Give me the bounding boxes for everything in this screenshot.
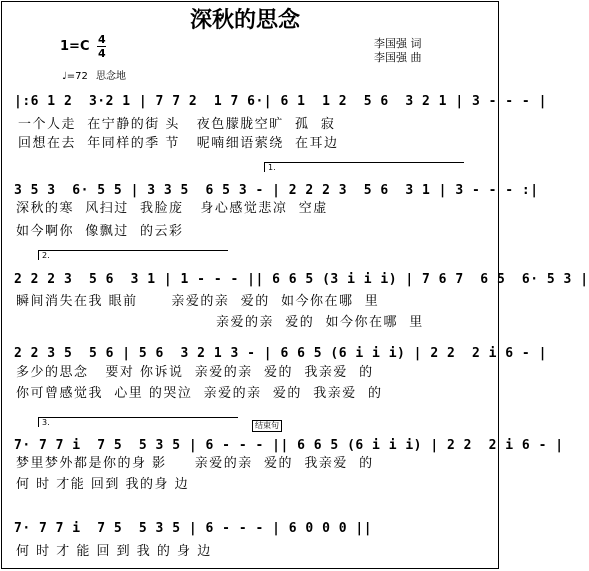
- system-3-notes: 2 2 2 3 5 6 3 1 | 1 - - - || 6 6 5 (3 i i i) | 7 6 7 6 5 6· 5 3 |: [14, 272, 589, 287]
- system-6-lyrics-1: 何 时 才 能 回 到 我 的 身 边: [16, 544, 212, 559]
- key-signature: 1=C: [60, 39, 90, 54]
- tempo-marking: ♩=72: [62, 71, 88, 82]
- system-5-lyrics-2: 何 时 才能 回到 我的身 边: [16, 477, 190, 492]
- volta-3-line: [38, 417, 238, 418]
- system-5-notes: 7· 7 7 i 7 5 5 3 5 | 6 - - - || 6 6 5 (6 i i i) | 2 2 2 i 6 - |: [14, 438, 564, 453]
- volta-1-line: [264, 162, 464, 163]
- system-4-notes: 2 2 3 5 5 6 | 5 6 3 2 1 3 - | 6 6 5 (6 i i i) | 2 2 2 i 6 - |: [14, 346, 547, 361]
- score-sheet: [1, 1, 589, 569]
- system-4-lyrics-2: 你可曾感觉我 心里 的哭泣 亲爱的亲 爱的 我亲爱 的: [16, 386, 383, 401]
- song-title: 深秋的思念: [190, 8, 301, 33]
- volta-1-hook: [264, 162, 265, 172]
- volta-3-hook: [38, 417, 39, 427]
- system-5-lyrics-1: 梦里梦外都是你的身 影 亲爱的亲 爱的 我亲爱 的: [16, 456, 374, 471]
- volta-3-label: 3.: [42, 418, 50, 427]
- ending-label-box: 结束句: [252, 420, 282, 432]
- time-signature-top: 4: [98, 33, 106, 46]
- system-4-lyrics-1: 多少的思念 要对 你诉说 亲爱的亲 爱的 我亲爱 的: [16, 365, 374, 380]
- system-1-notes: |:6 1 2 3·2 1 | 7 7 2 1 7 6·| 6 1 1 2 5 6 3 2 1 | 3 - - - |: [14, 94, 547, 109]
- system-3-lyrics-2: 亲爱的亲 爱的 如今你在哪 里: [216, 315, 424, 330]
- time-signature-bottom: 4: [98, 47, 106, 60]
- system-2-notes: 3 5 3 6· 5 5 | 3 3 5 6 5 3 - | 2 2 2 3 5 6 3 1 | 3 - - - :|: [14, 183, 539, 198]
- system-2-lyrics-2: 如今啊你 像飘过 的云彩: [16, 224, 184, 239]
- system-6-notes: 7· 7 7 i 7 5 5 3 5 | 6 - - - | 6 0 0 0 ||: [14, 521, 373, 536]
- system-1-lyrics-1: 一个人走 在宁静的街 头 夜色朦胧空旷 孤 寂: [18, 117, 336, 132]
- system-2-lyrics-1: 深秋的寒 风扫过 我脸庞 身心感觉悲凉 空虚: [16, 201, 328, 216]
- composer: 李国强 曲: [374, 51, 422, 64]
- tempo-expression: 思念地: [96, 71, 126, 82]
- volta-2-label: 2.: [42, 251, 50, 260]
- volta-1-label: 1.: [268, 163, 276, 172]
- volta-2-hook: [38, 250, 39, 260]
- system-1-lyrics-2: 回想在去 年同样的季 节 呢喃细语萦绕 在耳边: [18, 136, 339, 151]
- system-3-lyrics-1: 瞬间消失在我 眼前 亲爱的亲 爱的 如今你在哪 里: [16, 294, 380, 309]
- volta-2-line: [38, 250, 228, 251]
- lyricist: 李国强 词: [374, 37, 422, 50]
